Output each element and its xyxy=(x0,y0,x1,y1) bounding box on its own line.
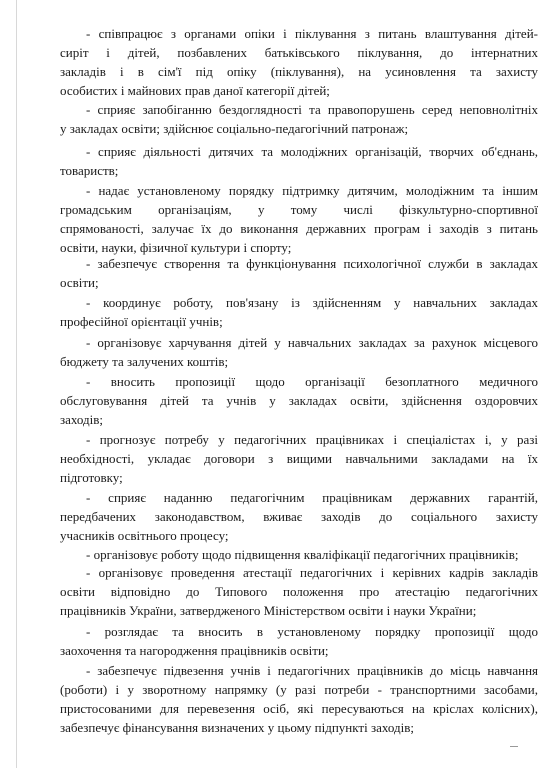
paragraph-line: передбачених законодавством, вживає заходів до соціального захисту xyxy=(60,509,538,524)
paragraph xyxy=(60,661,538,737)
paragraph-line: - розглядає та вносить в установленому порядку пропозиції щодо xyxy=(86,624,538,639)
paragraph xyxy=(60,181,538,257)
paragraph-line: бюджету та залучених коштів; xyxy=(60,354,229,369)
paragraph-line: товариств; xyxy=(60,163,119,178)
paragraph xyxy=(60,622,538,660)
paragraph xyxy=(60,488,538,545)
paragraph-line: освіти відповідно до Типового положення про атестацію педагогічних xyxy=(60,584,538,599)
paragraph xyxy=(60,563,538,620)
paragraph xyxy=(60,333,538,371)
paragraph-line: сиріт і дітей, позбавлених батьківського піклування, до інтернатних xyxy=(60,45,538,60)
paragraph-line: - сприяє наданню педагогічним працівникам державних гарантій, xyxy=(86,490,538,505)
paragraph-line: - координує роботу, пов'язану із здійсненням у навчальних закладах xyxy=(86,295,538,310)
paragraph-line: - організовує проведення атестації педагогічних і керівних кадрів закладів xyxy=(86,565,538,580)
paragraph-line: - співпрацює з органами опіки і піклування з питань влаштування дітей- xyxy=(86,26,538,41)
paragraph-line: підготовку; xyxy=(60,470,123,485)
paragraph-line: (роботи) і у зворотному напрямку (у разі потреби - транспортними засобами, xyxy=(60,682,538,697)
paragraph-line: - вносить пропозиції щодо організації безоплатного медичного xyxy=(86,374,538,389)
scan-edge-line xyxy=(16,0,17,768)
paragraph xyxy=(60,100,538,138)
paragraph xyxy=(60,24,538,100)
paragraph xyxy=(60,142,538,180)
paragraph-line: - організовує харчування дітей у навчальних закладах за рахунок місцевого xyxy=(86,335,538,350)
paragraph-line: освіти, науки, фізичної культури і спорту; xyxy=(60,240,292,255)
paragraph-line: громадським організаціям, у тому числі фізкультурно-спортивної xyxy=(60,202,538,217)
paragraph-line: необхідності, укладає договори з вищими навчальними закладами на їх xyxy=(60,451,538,466)
paragraph-line: закладів і в сім'ї під опіку (піклування), на усиновлення та захисту xyxy=(60,64,538,79)
paragraph-line: - надає установленому порядку підтримку дитячим, молодіжним та іншим xyxy=(86,183,538,198)
paragraph-line: учасників освітнього процесу; xyxy=(60,528,229,543)
paragraph-line: у закладах освіти; здійснює соціально-педагогічний патронаж; xyxy=(60,121,409,136)
paragraph-line: - забезпечує підвезення учнів і педагогічних працівників до місць навчання xyxy=(86,663,538,678)
paragraph xyxy=(60,545,538,564)
paragraph-line: - забезпечує створення та функціонування психологічної служби в закладах xyxy=(86,256,538,271)
paragraph xyxy=(60,293,538,331)
paragraph xyxy=(60,430,538,487)
paragraph-line: заходів; xyxy=(60,412,104,427)
paragraph-line: - прогнозує потребу у педагогічних працівниках і спеціалістах і, у разі xyxy=(86,432,538,447)
paragraph xyxy=(60,254,538,292)
paragraph-line: - сприяє діяльності дитячих та молодіжних організацій, творчих об'єднань, xyxy=(86,144,538,159)
paragraph-line: забезпечує фінансування визначених у цьому підпункті заходів; xyxy=(60,720,414,735)
paragraph-line: - організовує роботу щодо підвищення кваліфікації педагогічних працівників; xyxy=(86,547,519,562)
scan-mark xyxy=(510,746,518,747)
paragraph-line: заохочення та нагородження працівників освіти; xyxy=(60,643,329,658)
paragraph-line: освіти; xyxy=(60,275,99,290)
paragraph xyxy=(60,372,538,429)
paragraph-line: професійної орієнтації учнів; xyxy=(60,314,223,329)
paragraph-line: спрямованості, залучає їх до виконання державних програм і заходів з питань xyxy=(60,221,538,236)
paragraph-line: - сприяє запобіганню бездоглядності та правопорушень серед неповнолітніх xyxy=(86,102,538,117)
paragraph-line: обслуговування дітей та учнів у закладах освіти, здійснення оздоровчих xyxy=(60,393,538,408)
paragraph-line: пристосованими для перевезення осіб, які пересуваються на кріслах колісних), xyxy=(60,701,538,716)
paragraph-line: особистих і майнових прав даної категорії дітей; xyxy=(60,83,330,98)
paragraph-line: працівників України, затвердженого Міністерством освіти і науки України; xyxy=(60,603,477,618)
